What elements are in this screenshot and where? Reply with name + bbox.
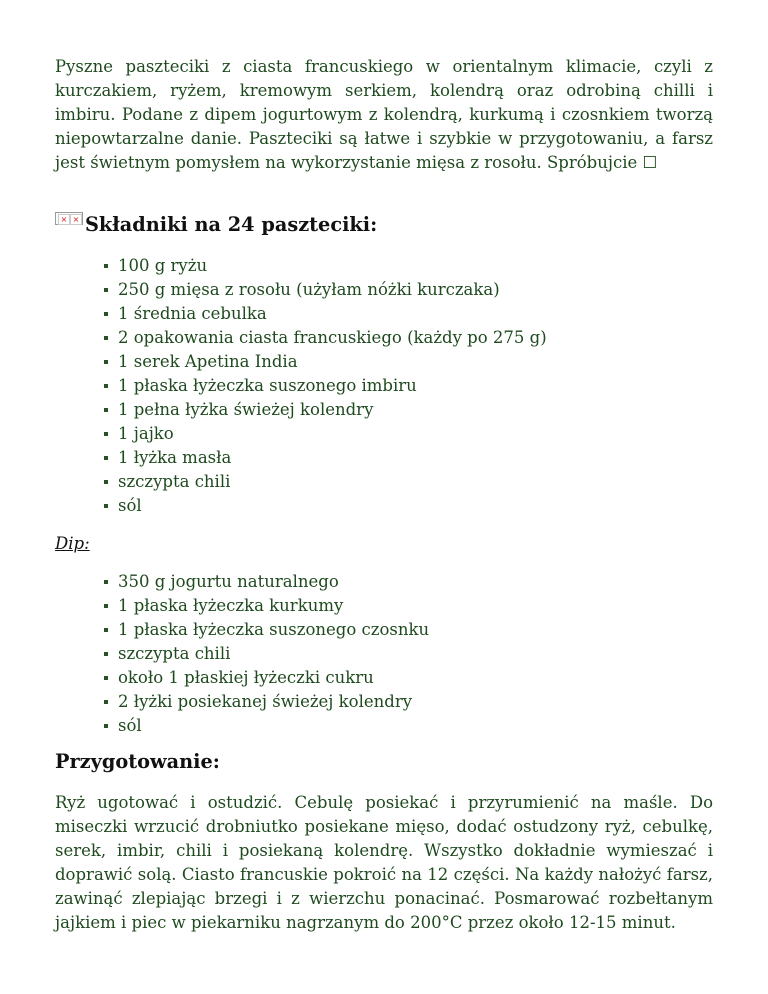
intro-paragraph: Pyszne paszteciki z ciasta francuskiego w orientalnym klimacie, czyli z kurczakiem, ryżem, kremowym serkiem, kolendrą oraz odrobiną chilli i imbiru. Podane z dipem jogurtowym z kolendrą, kurkumą i czosnkiem tworzą niepowtarzalne danie. Paszteciki są łatwe i szybkie w przygotowaniu, a farsz jest świetnym pomysłem na wykorzystanie mięsa z rosołu. Spróbujcie ☐ — [55, 57, 713, 172]
dip-list — [104, 570, 429, 738]
dip-item: sól — [104, 714, 429, 738]
ingredient-item: 1 serek Apetina India — [104, 350, 547, 374]
dip-item: około 1 płaskiej łyżeczki cukru — [104, 666, 429, 690]
ingredient-item: 100 g ryżu — [104, 254, 547, 278]
broken-image-icon — [55, 212, 83, 225]
preparation-paragraph: Ryż ugotować i ostudzić. Cebulę posiekać i przyrumienić na maśle. Do miseczki wrzucić drobniutko posiekane mięso, dodać ostudzony ryż, cebulkę, serek, imbir, chili i posiekaną kolendrę. Wszystko dokładnie wymieszać i doprawić solą. Ciasto francuskie pokroić na 12 części. Na każdy nałożyć farsz, zawinąć zlepiając brzegi i z wierzchu ponacinać. Posmarować rozbełtanym jajkiem i piec w piekarniku nagrzanym do 200°C przez około 12-15 minut. — [55, 793, 713, 932]
dip-item: 350 g jogurtu naturalnego — [104, 570, 429, 594]
ingredient-item: 1 płaska łyżeczka suszonego imbiru — [104, 374, 547, 398]
broken-image-x-icon: × — [70, 214, 82, 225]
dip-item: szczypta chili — [104, 642, 429, 666]
broken-image-x-icon: × — [58, 214, 70, 225]
ingredient-item: 1 średnia cebulka — [104, 302, 547, 326]
ingredients-list — [104, 254, 547, 518]
dip-item: 1 płaska łyżeczka kurkumy — [104, 594, 429, 618]
ingredient-item: 1 jajko — [104, 422, 547, 446]
ingredient-item: 250 g mięsa z rosołu (użyłam nóżki kurczaka) — [104, 278, 547, 302]
ingredients-heading: Składniki na 24 paszteciki: — [85, 213, 378, 236]
ingredient-item: sól — [104, 494, 547, 518]
preparation-heading: Przygotowanie: — [55, 750, 220, 773]
dip-item: 2 łyżki posiekanej świeżej kolendry — [104, 690, 429, 714]
ingredient-item: szczypta chili — [104, 470, 547, 494]
dip-item: 1 płaska łyżeczka suszonego czosnku — [104, 618, 429, 642]
ingredient-item: 2 opakowania ciasta francuskiego (każdy po 275 g) — [104, 326, 547, 350]
dip-label: Dip: — [55, 534, 90, 553]
ingredient-item: 1 łyżka masła — [104, 446, 547, 470]
ingredient-item: 1 pełna łyżka świeżej kolendry — [104, 398, 547, 422]
ingredients-heading-row — [55, 213, 377, 237]
